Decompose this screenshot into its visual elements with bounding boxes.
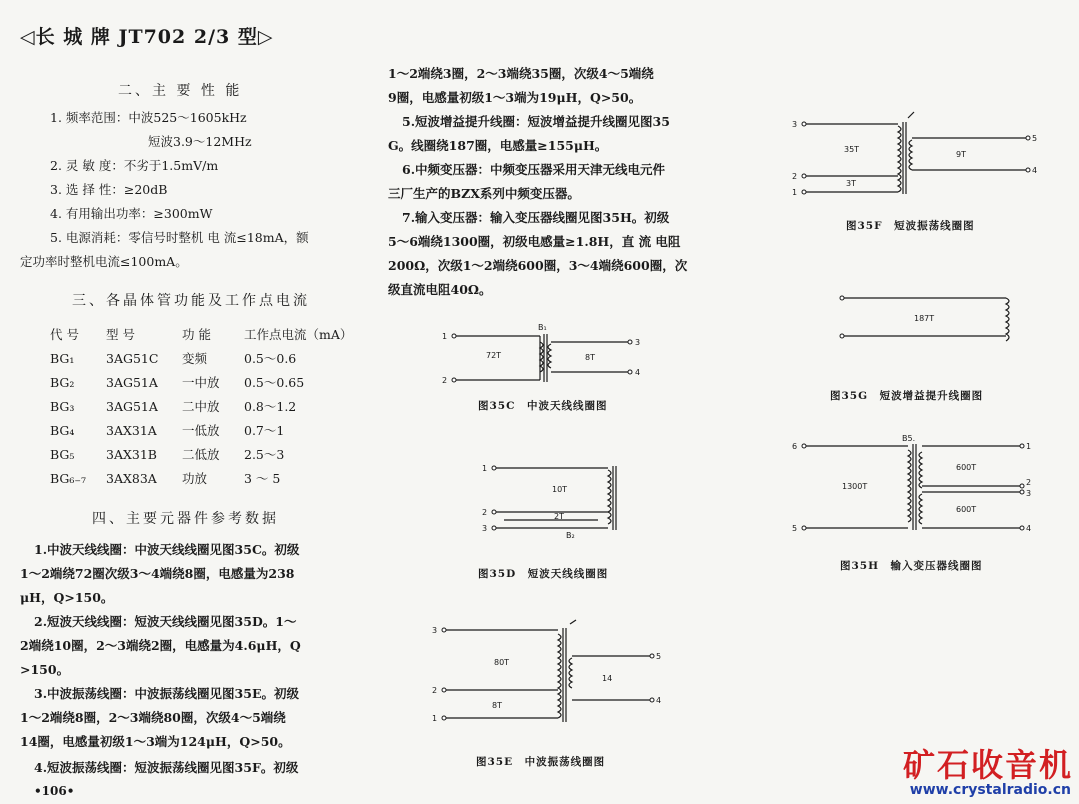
component-line: 9圈，电感量初级1～3端为19μH，Q>50。	[388, 90, 642, 105]
component-line: 2端绕10圈，2～3端绕2圈，电感量为4.6μH，Q	[20, 638, 301, 653]
coil-ref-label: B₁	[538, 323, 547, 332]
spec-line: 短波3.9～12MHz	[148, 134, 252, 149]
terminal-label: 4	[1026, 524, 1032, 533]
turns-label: 9T	[956, 150, 966, 159]
component-line: 1.中波天线线圈：中波天线线圈见图35C。初级	[34, 542, 300, 557]
page-title: ◁长 城 牌 JT702 2/3 型▷	[20, 26, 274, 48]
table-cell: 3AG51C	[106, 350, 159, 366]
table-cell: 3 ～ 5	[244, 471, 281, 486]
table-cell: 0.5～0.65	[244, 375, 305, 390]
watermark-logo: 矿石收音机	[902, 746, 1073, 784]
table-cell: BG₃	[50, 398, 75, 414]
terminal-label: 4	[656, 696, 662, 705]
terminal-label: 1	[792, 188, 798, 197]
terminal-label: 3	[432, 626, 438, 635]
table-row	[50, 394, 354, 418]
spec-line: 3. 选 择 性：≥20dB	[50, 182, 168, 197]
table-cell: 功放	[182, 471, 208, 486]
coil-diagram-35d	[480, 458, 630, 542]
coil-ref-label: B₂	[566, 531, 575, 540]
turns-label: 80T	[494, 658, 510, 667]
terminal-label: 3	[482, 524, 488, 533]
section-heading-components: 四、主要元器件参考数据	[92, 511, 279, 527]
turns-label: 35T	[844, 145, 860, 154]
table-cell: 3AX31B	[106, 446, 157, 462]
table-header-cell: 功 能	[182, 327, 211, 342]
terminal-label: 1	[432, 714, 438, 723]
watermark-url: www.crystalradio.cn	[909, 782, 1071, 798]
coil-diagram-35h	[790, 432, 1045, 540]
table-row	[50, 370, 354, 394]
figure-caption: 图35C 中波天线线圈图	[478, 400, 608, 412]
component-line: 14圈，电感量初级1～3端为124μH，Q>50。	[20, 734, 291, 749]
component-line: 2.短波天线线圈：短波天线线圈见图35D。1～	[34, 614, 297, 629]
component-line: μH，Q>150。	[20, 590, 114, 605]
terminal-label: 2	[482, 508, 488, 517]
terminal-label: 5	[656, 652, 662, 661]
table-cell: 二中放	[182, 399, 220, 414]
table-header-cell: 代 号	[50, 327, 79, 342]
table-row	[50, 466, 354, 490]
table-header-cell: 工作点电流（mA）	[244, 327, 353, 342]
spec-line: 2. 灵 敏 度：不劣于1.5mV/m	[50, 158, 219, 173]
table-row	[50, 418, 354, 442]
terminal-label: 5	[1032, 134, 1038, 143]
component-line: 200Ω，次级1～2端绕600圈，3～4端绕600圈，次	[388, 258, 688, 273]
coil-diagram-35c	[440, 320, 660, 390]
section-heading-performance: 二、主 要 性 能	[118, 83, 243, 99]
turns-label: 10T	[552, 485, 568, 494]
terminal-label: 1	[442, 332, 448, 341]
terminal-label: 2	[1026, 478, 1032, 487]
turns-label: 72T	[486, 351, 502, 360]
component-line: 5～6端绕1300圈，初级电感量≥1.8H，直 流 电阻	[388, 234, 681, 249]
component-line: 级直流电阻40Ω。	[388, 282, 492, 297]
component-line: 3.中波振荡线圈：中波振荡线圈见图35E。初级	[34, 686, 299, 701]
figure-caption: 图35D 短波天线线圈图	[478, 568, 609, 580]
terminal-label: 1	[482, 464, 488, 473]
turns-label: 600T	[956, 463, 977, 472]
component-line: 1～2端绕3圈，2～3端绕35圈，次级4～5端绕	[388, 66, 654, 81]
spec-line: 4. 有用输出功率：≥300mW	[50, 206, 213, 221]
table-cell: 2.5～3	[244, 447, 285, 462]
component-line: G。线圈绕187圈，电感量≥155μH。	[388, 138, 608, 153]
terminal-label: 2	[442, 376, 448, 385]
terminal-label: 4	[635, 368, 641, 377]
turns-label: 600T	[956, 505, 977, 514]
turns-label: 14	[602, 674, 613, 683]
coil-ref-label: B5.	[902, 434, 916, 443]
coil-diagram-35g	[830, 288, 1030, 352]
turns-label: 8T	[585, 353, 595, 362]
table-header-cell: 型 号	[106, 327, 135, 342]
component-line: 1～2端绕8圈，2～3端绕80圈，次级4～5端绕	[20, 710, 286, 725]
figure-caption: 图35G 短波增益提升线圈图	[830, 390, 984, 402]
terminal-label: 3	[792, 120, 798, 129]
table-cell: 一低放	[182, 423, 220, 438]
spec-line: 定功率时整机电流≤100mA。	[20, 254, 188, 269]
terminal-label: 5	[792, 524, 798, 533]
table-row	[50, 442, 354, 466]
page-number: •106•	[34, 784, 75, 798]
terminal-label: 2	[792, 172, 798, 181]
table-cell: 3AX31A	[106, 422, 157, 438]
table-cell: 0.8～1.2	[244, 399, 297, 414]
turns-label: 3T	[846, 179, 856, 188]
table-cell: 变频	[182, 351, 208, 366]
terminal-label: 1	[1026, 442, 1032, 451]
figure-caption: 图35E 中波振荡线圈图	[476, 756, 606, 768]
spec-line: 1. 频率范围：中波525～1605kHz	[50, 110, 247, 125]
table-cell: BG₄	[50, 422, 75, 438]
table-cell: BG₂	[50, 374, 75, 390]
component-line: 7.输入变压器：输入变压器线圈见图35H。初级	[402, 210, 670, 225]
component-line: 三厂生产的BZX系列中频变压器。	[388, 186, 580, 201]
terminal-label: 4	[1032, 166, 1038, 175]
turns-label: 2T	[554, 512, 564, 521]
component-line: 5.短波增益提升线圈：短波增益提升线圈见图35	[402, 114, 670, 129]
coil-diagram-35e	[430, 618, 680, 730]
component-line: 1～2端绕72圈次级3～4端绕8圈，电感量为238	[20, 566, 295, 581]
table-cell: 3AG51A	[106, 374, 158, 390]
table-header	[50, 322, 354, 346]
terminal-label: 2	[432, 686, 438, 695]
table-cell: BG₆₋₇	[50, 470, 87, 486]
table-row	[50, 346, 354, 370]
turns-label: 1300T	[842, 482, 868, 491]
component-line: >150。	[20, 662, 70, 677]
spec-line: 5. 电源消耗：零信号时整机 电 流≤18mA，额	[50, 230, 309, 245]
terminal-label: 3	[635, 338, 641, 347]
table-cell: 一中放	[182, 375, 220, 390]
component-line: 4.短波振荡线圈：短波振荡线圈见图35F。初级	[34, 760, 299, 775]
turns-label: 8T	[492, 701, 502, 710]
table-cell: BG₅	[50, 446, 75, 462]
coil-diagram-35f	[790, 110, 1045, 202]
table-cell: BG₁	[50, 350, 75, 366]
table-cell: 3AG51A	[106, 398, 158, 414]
transistor-table	[50, 322, 354, 490]
turns-label: 187T	[914, 314, 935, 323]
table-cell: 3AX83A	[106, 470, 157, 486]
section-heading-transistors: 三、各晶体管功能及工作点电流	[72, 293, 310, 309]
component-line: 6.中频变压器：中频变压器采用天津无线电元件	[402, 162, 666, 177]
figure-caption: 图35H 输入变压器线圈图	[840, 560, 983, 572]
table-cell: 二低放	[182, 447, 220, 462]
terminal-label: 6	[792, 442, 798, 451]
figure-caption: 图35F 短波振荡线圈图	[846, 220, 975, 232]
terminal-label: 3	[1026, 489, 1032, 498]
table-cell: 0.7～1	[244, 423, 285, 438]
table-cell: 0.5～0.6	[244, 351, 297, 366]
